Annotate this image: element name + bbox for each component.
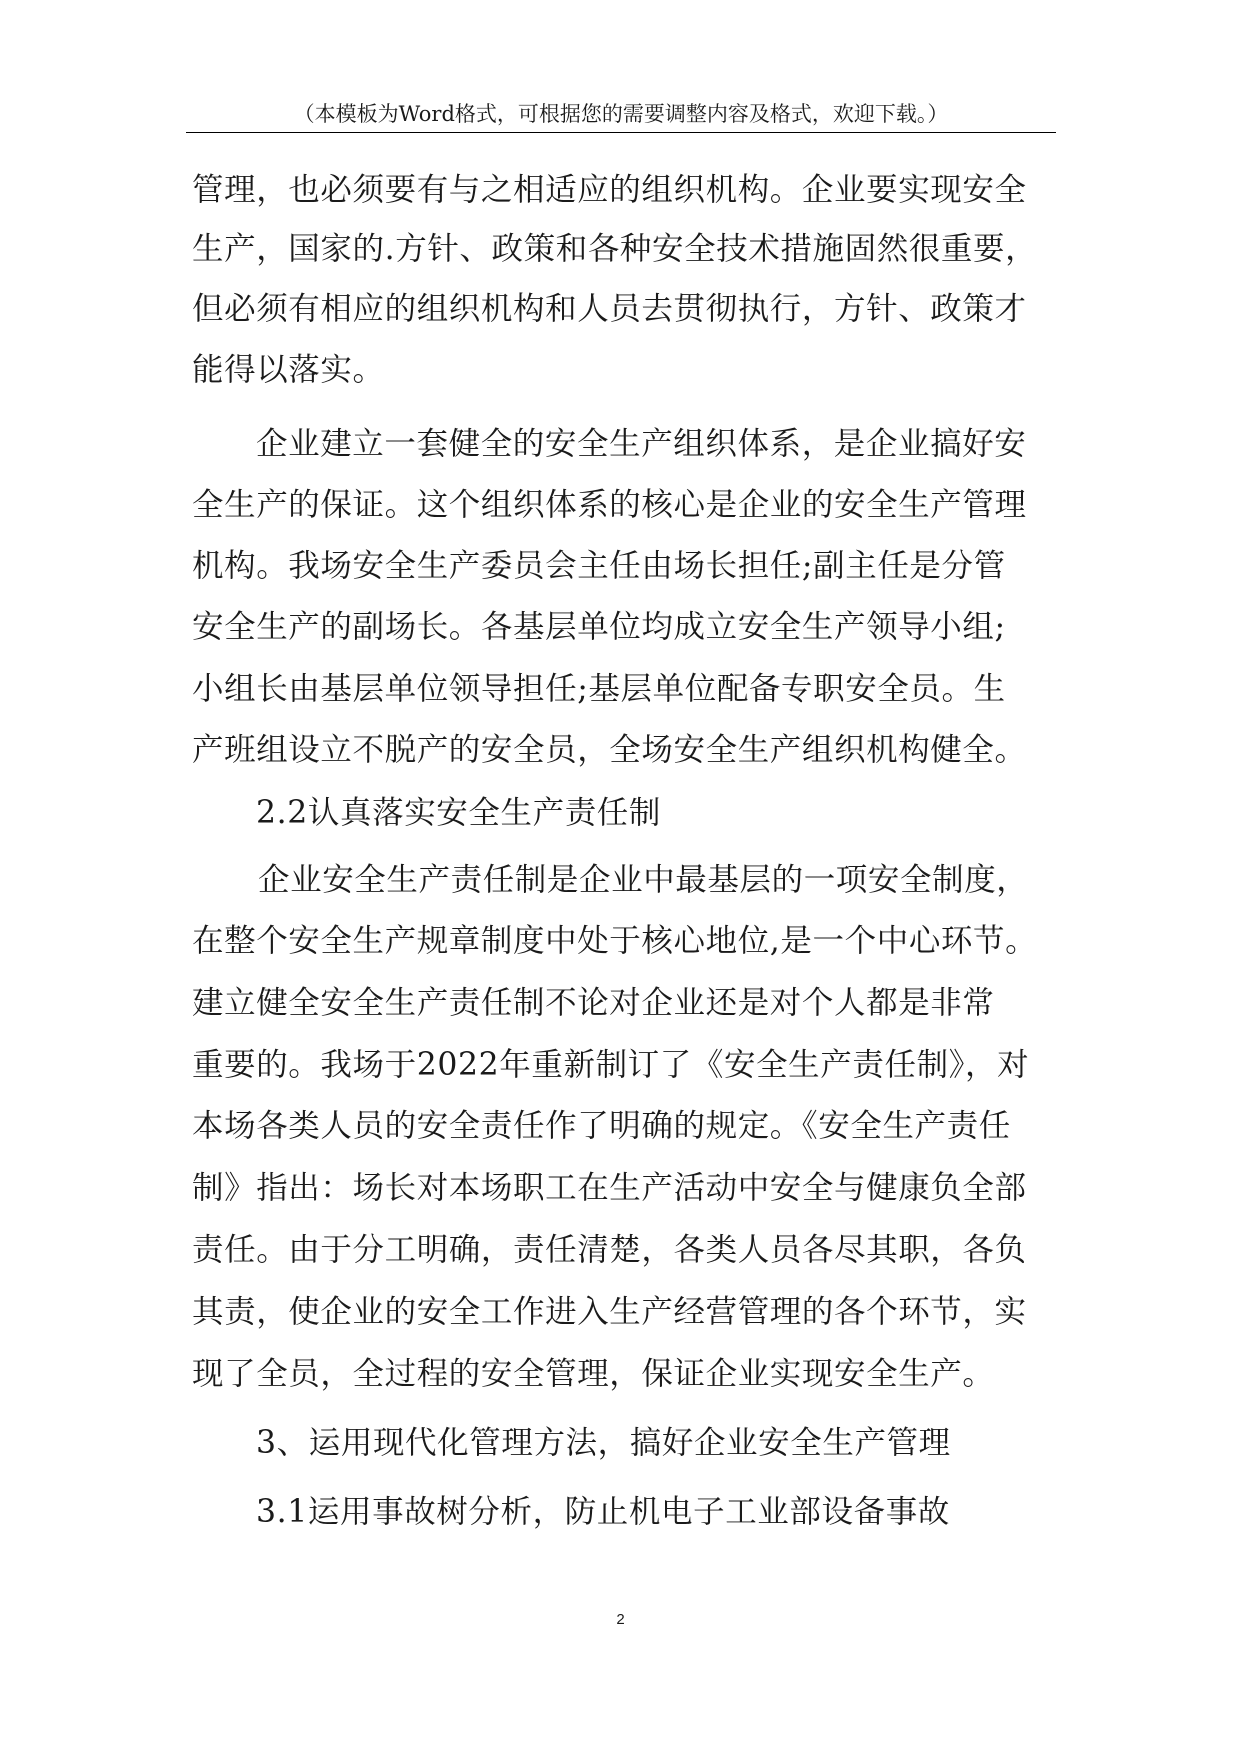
- body-line-4: 能得以落实。: [192, 352, 385, 388]
- body-line-6: 全生产的保证。这个组织体系的核心是企业的安全生产管理: [192, 487, 1027, 523]
- body-line-3: 但必须有相应的组织机构和人员去贯彻执行，方针、政策才: [192, 291, 1027, 327]
- body-line-20: 现了全员，全过程的安全管理，保证企业实现安全生产。: [192, 1356, 995, 1392]
- body-line-15: 重要的。我场于2022年重新制订了《安全生产责任制》，对: [192, 1047, 1030, 1083]
- body-line-8: 安全生产的副场长。各基层单位均成立安全生产领导小组;: [192, 609, 1006, 645]
- body-line-14: 建立健全安全生产责任制不论对企业还是对个人都是非常: [192, 985, 995, 1021]
- body-line-7: 机构。我场安全生产委员会主任由场长担任;副主任是分管: [192, 548, 1006, 584]
- body-line-12: 企业安全生产责任制是企业中最基层的一项安全制度，: [258, 862, 1029, 898]
- body-line-1: 管理，也必须要有与之相适应的组织机构。企业要实现安全: [192, 172, 1027, 208]
- section-heading-3: 3、运用现代化管理方法，搞好企业安全生产管理: [256, 1425, 951, 1461]
- body-line-17: 制》指出：场长对本场职工在生产活动中安全与健康负全部: [192, 1170, 1027, 1206]
- body-line-16: 本场各类人员的安全责任作了明确的规定。《安全生产责任: [192, 1108, 1011, 1144]
- body-line-10: 产班组设立不脱产的安全员，全场安全生产组织机构健全。: [192, 732, 1027, 768]
- section-heading-2-2: 2.2认真落实安全生产责任制: [256, 795, 661, 831]
- body-line-2: 生产，国家的.方针、政策和各种安全技术措施固然很重要，: [192, 231, 1038, 267]
- page-number: 2: [616, 1611, 625, 1628]
- body-line-5: 企业建立一套健全的安全生产组织体系，是企业搞好安: [256, 426, 1027, 462]
- body-line-18: 责任。由于分工明确，责任清楚，各类人员各尽其职，各负: [192, 1232, 1027, 1268]
- body-line-13: 在整个安全生产规章制度中处于核心地位,是一个中心环节。: [192, 923, 1038, 959]
- template-note-header: （本模板为Word格式，可根据您的需要调整内容及格式，欢迎下载。）: [293, 102, 949, 126]
- section-heading-3-1: 3.1运用事故树分析，防止机电子工业部设备事故: [256, 1494, 950, 1530]
- header-divider: [186, 132, 1056, 133]
- body-line-19: 其责，使企业的安全工作进入生产经营管理的各个环节，实: [192, 1294, 1027, 1330]
- body-line-9: 小组长由基层单位领导担任;基层单位配备专职安全员。生: [192, 671, 1006, 707]
